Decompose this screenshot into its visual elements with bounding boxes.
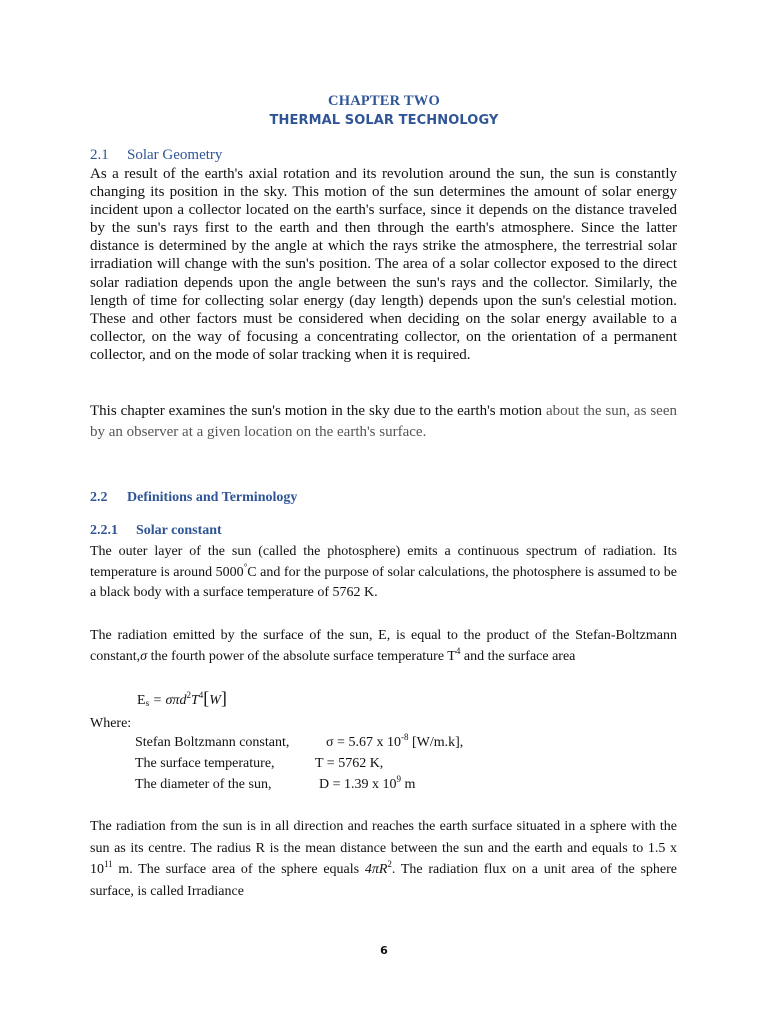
photosphere-paragraph <box>90 542 677 604</box>
definition-surface-temperature <box>135 756 384 772</box>
degree-symbol: ° <box>243 561 248 572</box>
value-text: D = 1.39 x 10 <box>319 777 397 792</box>
scope-text-b: about the sun, as seen by an observer at a given location on the earth's surface. <box>90 403 677 440</box>
section-number: 2.2.1 <box>90 523 118 538</box>
radiation-emitted-paragraph <box>90 626 677 667</box>
definition-sun-diameter <box>135 774 416 793</box>
sphere-area-formula: 4πR <box>364 862 388 877</box>
equation-exponent: 4 <box>198 690 204 700</box>
paragraph-text: m. The surface area of the sphere equals <box>112 862 365 877</box>
chapter-scope-paragraph <box>90 401 677 443</box>
exponent: 2 <box>387 859 392 869</box>
paragraph-text: The outer layer of the sun (called the photosphere) emits a continuous spectrum of radiation. Its temperature is around 5000 <box>90 544 677 580</box>
scope-text-a: This chapter examines the sun's motion in the sky due to the earth's motion <box>90 403 546 419</box>
value-text: m <box>401 777 416 792</box>
irradiance-paragraph <box>90 816 677 902</box>
page-number: 6 <box>380 944 388 957</box>
chapter-number: CHAPTER TWO <box>328 93 440 109</box>
section-number: 2.1 <box>90 147 109 163</box>
chapter-title: THERMAL SOLAR TECHNOLOGY <box>269 113 499 128</box>
section-number: 2.2 <box>90 490 108 505</box>
section-heading-2-1 <box>90 147 222 164</box>
equation-unit: W <box>209 693 221 708</box>
equation-rhs: = σπd <box>149 693 187 708</box>
definition-value <box>315 756 383 772</box>
value-text: σ = 5.67 x 10 <box>326 735 401 750</box>
paragraph-text: . The radiation flux on a unit area of the sphere surface, is called Irradiance <box>90 862 677 899</box>
value-text: T = 5762 K, <box>315 756 384 771</box>
definition-label: The diameter of the sun, <box>135 777 272 792</box>
definition-stefan-boltzmann <box>135 732 464 751</box>
value-exponent: -8 <box>400 732 409 742</box>
paragraph-text: The radiation emitted by the surface of the sun, E, is equal to the product of the Stefan-Boltzmann constant, <box>90 628 677 664</box>
section-title: Definitions and Terminology <box>127 490 298 505</box>
stefan-boltzmann-equation <box>137 688 227 709</box>
section-heading-2-2 <box>90 490 297 506</box>
value-exponent: 9 <box>396 774 402 784</box>
paragraph-text: C and for the purpose of solar calculations, the photosphere is assumed to be a black body with a surface temperature of 5762 K. <box>90 564 678 600</box>
equation-bracket: [ <box>203 688 210 708</box>
definition-value <box>319 774 416 793</box>
definition-label: Stefan Boltzmann constant, <box>135 735 290 750</box>
section-title: Solar Geometry <box>127 147 223 163</box>
equation-bracket: ] <box>220 688 227 708</box>
equation-subscript: s <box>145 698 150 708</box>
value-text: [W/m.k], <box>408 735 464 750</box>
exponent: 4 <box>455 645 461 656</box>
section-heading-2-2-1 <box>90 523 222 539</box>
sigma-symbol: σ <box>140 648 148 664</box>
paragraph-text: The radiation from the sun is in all direction and reaches the earth surface situated in a sphere with the sun as its centre. The radius R is the mean distance between the sun and the earth and equals to 1.5 x 10 <box>90 819 677 877</box>
equation-lhs: E <box>137 693 146 708</box>
solar-geometry-paragraph: As a result of the earth's axial rotation and its revolution around the sun, the sun is constantly changing its position in the sky. This motion of the sun determines the amount of solar energy incident upon a collector located on the earth's surface, since it depends on the distance traveled by the sun's rays first to the earth and then through the earth's atmosphere. Since the latter distance is determined by the angle at which the rays strike the atmosphere, the terrestrial solar irradiation will change with the sun's position. The area of a solar collector exposed to the direct solar radiation depends upon the angle between the sun's rays and the collector. Similarly, the length of time for collecting solar energy (day length) depends upon the sun's celestial motion. These and other factors must be considered when deciding on the solar energy available to a collector, on the way of focusing a concentrating collector, on the orientation of a permanent collector, and on the mode of solar tracking when it is required. <box>90 166 677 363</box>
where-label: Where: <box>90 716 132 731</box>
definition-label: The surface temperature, <box>135 756 275 771</box>
paragraph-text: and the surface area <box>460 648 576 664</box>
section-title: Solar constant <box>136 523 222 538</box>
equation-exponent: 2 <box>186 690 191 700</box>
equation-rhs: T <box>190 693 199 708</box>
definition-value <box>326 732 464 751</box>
exponent: 11 <box>104 859 113 869</box>
paragraph-text: the fourth power of the absolute surface temperature T <box>147 648 456 664</box>
